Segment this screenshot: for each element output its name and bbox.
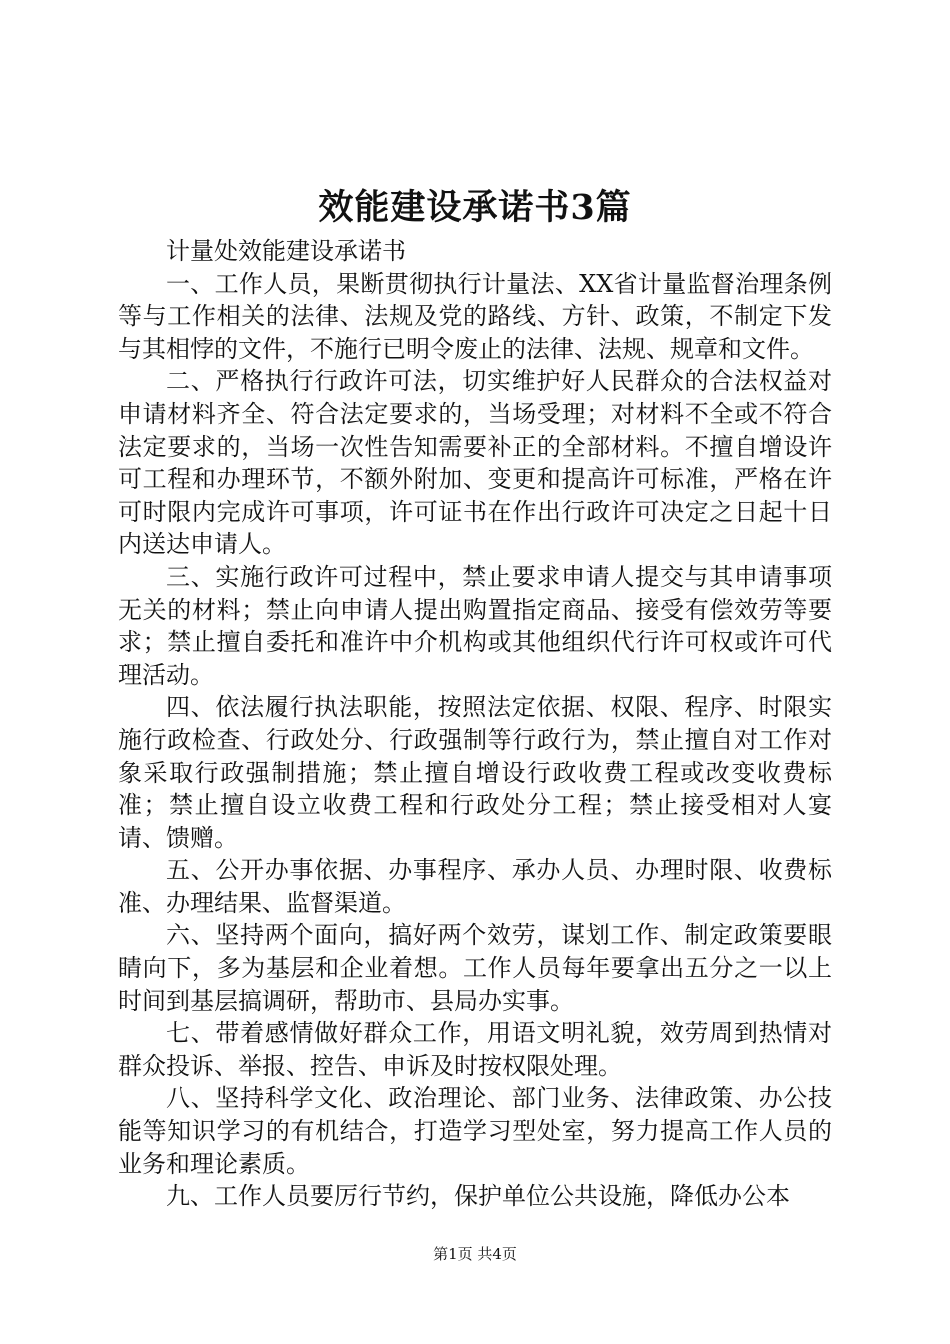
- paragraph-5: 五、公开办事依据、办事程序、承办人员、办理时限、收费标准、办理结果、监督渠道。: [118, 856, 832, 917]
- paragraph-7: 七、带着感情做好群众工作，用语文明礼貌，效劳周到热情对群众投诉、举报、控告、申诉及时按权限处理。: [118, 1019, 832, 1080]
- page-footer: 第1页 共4页: [433, 1245, 517, 1263]
- document-subtitle: 计量处效能建设承诺书: [166, 237, 406, 265]
- paragraph-1: 一、工作人员，果断贯彻执行计量法、XX省计量监督治理条例等与工作相关的法律、法规及党的路线、方针、政策，不制定下发与其相悖的文件，不施行已明令废止的法律、法规、规章和文件。: [118, 269, 832, 363]
- paragraph-6: 六、坚持两个面向，搞好两个效劳，谋划工作、制定政策要眼睛向下，多为基层和企业着想。工作人员每年要拿出五分之一以上时间到基层搞调研，帮助市、县局办实事。: [118, 921, 832, 1015]
- document-title: 效能建设承诺书3篇: [318, 187, 632, 228]
- paragraph-2: 二、严格执行行政许可法，切实维护好人民群众的合法权益对申请材料齐全、符合法定要求的，当场受理；对材料不全或不符合法定要求的，当场一次性告知需要补正的全部材料。不擅自增设许可工程和办理环节，不额外附加、变更和提高许可标准，严格在许可时限内完成许可事项，许可证书在作出行政许可决定之日起十日内送达申请人。: [118, 367, 832, 559]
- paragraph-9: 九、工作人员要厉行节约，保护单位公共设施，降低办公本: [166, 1182, 790, 1211]
- document-body: [118, 235, 832, 1213]
- paragraph-8: 八、坚持科学文化、政治理论、部门业务、法律政策、办公技能等知识学习的有机结合，打造学习型处室，努力提高工作人员的业务和理论素质。: [118, 1084, 832, 1178]
- paragraph-4: 四、依法履行执法职能，按照法定依据、权限、程序、时限实施行政检查、行政处分、行政强制等行政行为，禁止擅自对工作对象采取行政强制措施；禁止擅自增设行政收费工程或改变收费标准；禁止擅自设立收费工程和行政处分工程；禁止接受相对人宴请、馈赠。: [118, 693, 832, 852]
- paragraph-3: 三、实施行政许可过程中，禁止要求申请人提交与其申请事项无关的材料；禁止向申请人提出购置指定商品、接受有偿效劳等要求；禁止擅自委托和准许中介机构或其他组织代行许可权或许可代理活动。: [118, 562, 832, 689]
